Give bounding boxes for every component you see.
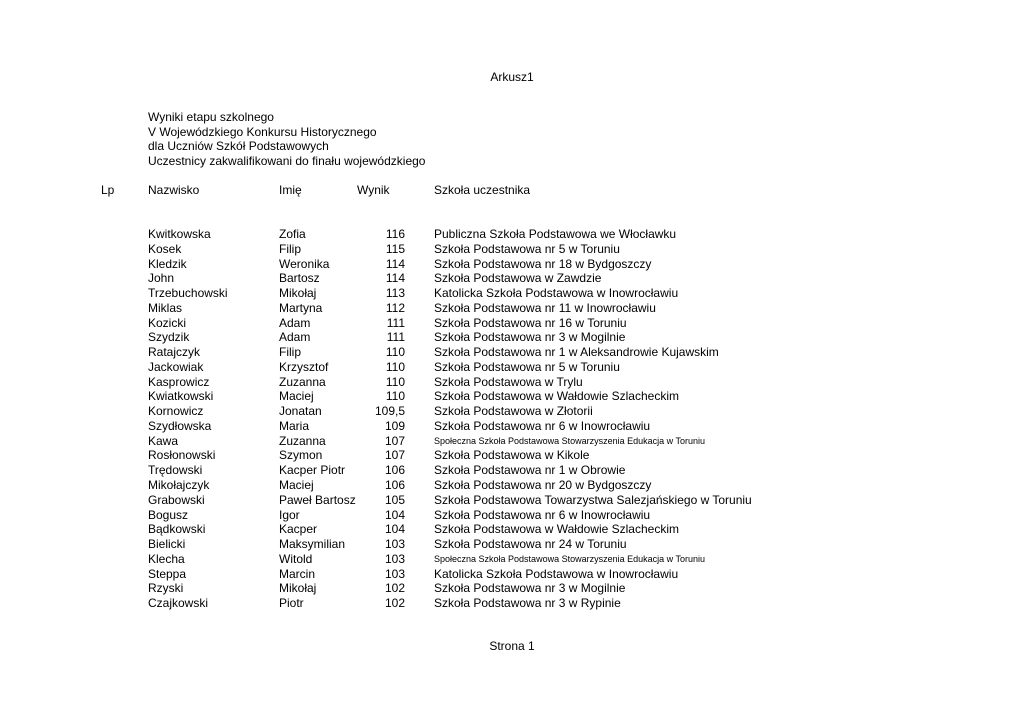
table-row xyxy=(0,345,1024,360)
school-cell: Szkoła Podstawowa nr 18 w Bydgoszczy xyxy=(434,256,652,271)
surname-cell: Kledzik xyxy=(148,256,187,271)
surname-cell: Szydzik xyxy=(148,330,190,345)
score-cell: 116 xyxy=(385,227,405,241)
surname-cell: Szydłowska xyxy=(148,418,212,433)
school-cell: Szkoła Podstawowa nr 24 w Toruniu xyxy=(434,537,627,552)
score-cell: 110 xyxy=(385,389,405,404)
column-header-lp: Lp xyxy=(101,183,115,197)
first-name-cell: Witold xyxy=(279,551,313,566)
first-name-cell: Jonatan xyxy=(279,404,322,419)
score-cell: 111 xyxy=(386,315,405,330)
surname-cell: Miklas xyxy=(148,300,183,315)
first-name-cell: Maksymilian xyxy=(279,537,346,552)
sheet-title: Arkusz1 xyxy=(490,70,534,84)
score-cell: 102 xyxy=(384,596,405,611)
school-cell: Szkoła Podstawowa w Kikole xyxy=(434,448,590,463)
first-name-cell: Zuzanna xyxy=(279,374,326,389)
surname-cell: Kasprowicz xyxy=(148,374,210,389)
table-row xyxy=(0,508,1024,523)
school-cell: Społeczna Szkoła Podstawowa Stowarzyszenia Edukacja w Toruniu xyxy=(434,553,705,564)
school-cell: Szkoła Podstawowa nr 6 w Inowrocławiu xyxy=(434,418,651,433)
score-cell: 104 xyxy=(384,522,405,537)
table-row xyxy=(0,419,1024,434)
surname-cell: Trędowski xyxy=(148,463,203,478)
table-row xyxy=(0,389,1024,404)
score-cell: 103 xyxy=(384,566,405,581)
school-cell: Szkoła Podstawowa nr 11 w Inowrocławiu xyxy=(434,300,656,315)
school-cell: Szkoła Podstawowa nr 1 w Aleksandrowie Kujawskim xyxy=(434,345,719,360)
surname-cell: Trzebuchowski xyxy=(148,286,228,301)
surname-cell: Czajkowski xyxy=(148,596,209,611)
score-cell: 103 xyxy=(384,551,405,566)
score-cell: 114 xyxy=(385,256,405,271)
first-name-cell: Paweł Bartosz xyxy=(279,492,356,507)
first-name-cell: Kacper Piotr xyxy=(279,463,346,478)
score-cell: 102 xyxy=(384,581,405,596)
surname-cell: Jackowiak xyxy=(148,359,204,374)
score-cell: 109,5 xyxy=(374,404,405,419)
surname-cell: John xyxy=(148,271,175,286)
first-name-cell: Filip xyxy=(279,345,302,360)
first-name-cell: Maria xyxy=(279,418,310,433)
surname-cell: Klecha xyxy=(148,551,185,566)
table-row xyxy=(0,522,1024,537)
score-cell: 114 xyxy=(385,271,405,286)
table-row xyxy=(0,316,1024,331)
first-name-cell: Maciej xyxy=(279,478,314,493)
school-cell: Szkoła Podstawowa nr 6 w Inowrocławiu xyxy=(434,507,651,522)
score-cell: 110 xyxy=(385,345,405,360)
surname-cell: Bogusz xyxy=(148,507,189,522)
heading-line-2: V Wojewódzkiego Konkursu Historycznego xyxy=(148,124,377,139)
surname-cell: Kozicki xyxy=(148,315,187,330)
table-row xyxy=(0,286,1024,301)
first-name-cell: Mikołaj xyxy=(279,286,317,301)
score-cell: 110 xyxy=(385,359,405,374)
school-cell: Szkoła Podstawowa nr 20 w Bydgoszczy xyxy=(434,478,652,493)
table-row xyxy=(0,596,1024,611)
table-row xyxy=(0,463,1024,478)
page-footer: Strona 1 xyxy=(489,639,535,653)
score-cell: 115 xyxy=(385,241,405,256)
table-row xyxy=(0,242,1024,257)
score-cell: 110 xyxy=(385,374,405,389)
first-name-cell: Igor xyxy=(279,507,300,522)
first-name-cell: Weronika xyxy=(279,256,330,271)
first-name-cell: Bartosz xyxy=(279,271,320,286)
table-row xyxy=(0,257,1024,272)
first-name-cell: Zuzanna xyxy=(279,433,326,448)
school-cell: Szkoła Podstawowa nr 3 w Mogilnie xyxy=(434,330,626,345)
school-cell: Publiczna Szkoła Podstawowa we Włocławku xyxy=(434,227,677,241)
school-cell: Szkoła Podstawowa w Wałdowie Szlacheckim xyxy=(434,389,679,404)
results-table xyxy=(0,227,1024,611)
school-cell: Szkoła Podstawowa nr 3 w Rypinie xyxy=(434,596,621,611)
heading-block xyxy=(148,110,425,169)
school-cell: Szkoła Podstawowa w Wałdowie Szlacheckim xyxy=(434,522,679,537)
surname-cell: Kornowicz xyxy=(148,404,204,419)
surname-cell: Kwiatkowski xyxy=(148,389,214,404)
first-name-cell: Martyna xyxy=(279,300,323,315)
school-cell: Katolicka Szkoła Podstawowa w Inowrocławiu xyxy=(434,566,679,581)
surname-cell: Kawa xyxy=(148,433,179,448)
score-cell: 106 xyxy=(384,478,405,493)
first-name-cell: Szymon xyxy=(279,448,323,463)
school-cell: Szkoła Podstawowa w Zawdzie xyxy=(434,271,602,286)
first-name-cell: Krzysztof xyxy=(279,359,329,374)
first-name-cell: Marcin xyxy=(279,566,316,581)
table-row xyxy=(0,404,1024,419)
heading-line-1: Wyniki etapu szkolnego xyxy=(148,110,274,124)
score-cell: 104 xyxy=(384,507,405,522)
surname-cell: Grabowski xyxy=(148,492,205,507)
table-row xyxy=(0,537,1024,552)
surname-cell: Bielicki xyxy=(148,537,186,552)
school-cell: Szkoła Podstawowa nr 5 w Toruniu xyxy=(434,359,620,374)
table-row xyxy=(0,330,1024,345)
surname-cell: Steppa xyxy=(148,566,187,581)
table-row xyxy=(0,375,1024,390)
column-header-school: Szkoła uczestnika xyxy=(434,183,531,197)
school-cell: Szkoła Podstawowa nr 5 w Toruniu xyxy=(434,241,620,256)
column-header-surname: Nazwisko xyxy=(148,183,200,197)
surname-cell: Rosłonowski xyxy=(148,448,216,463)
surname-cell: Bądkowski xyxy=(148,522,206,537)
table-row xyxy=(0,493,1024,508)
score-cell: 109 xyxy=(384,418,405,433)
school-cell: Szkoła Podstawowa nr 1 w Obrowie xyxy=(434,463,626,478)
first-name-cell: Adam xyxy=(279,315,311,330)
first-name-cell: Adam xyxy=(279,330,311,345)
school-cell: Społeczna Szkoła Podstawowa Stowarzyszenia Edukacja w Toruniu xyxy=(434,435,705,446)
score-cell: 105 xyxy=(384,492,405,507)
table-row xyxy=(0,581,1024,596)
table-row xyxy=(0,552,1024,567)
heading-line-3: dla Uczniów Szkół Podstawowych xyxy=(148,139,329,154)
table-row xyxy=(0,434,1024,449)
first-name-cell: Maciej xyxy=(279,389,314,404)
score-cell: 107 xyxy=(384,448,405,463)
score-cell: 107 xyxy=(384,433,405,448)
table-row xyxy=(0,301,1024,316)
surname-cell: Rzyski xyxy=(148,581,184,596)
score-cell: 112 xyxy=(385,300,405,315)
score-cell: 111 xyxy=(386,330,405,345)
surname-cell: Mikołajczyk xyxy=(148,478,210,493)
first-name-cell: Piotr xyxy=(279,596,304,611)
column-header-score: Wynik xyxy=(357,183,390,197)
heading-line-4: Uczestnicy zakwalifikowani do finału wojewódzkiego xyxy=(148,154,426,169)
school-cell: Szkoła Podstawowa w Trylu xyxy=(434,374,583,389)
surname-cell: Kosek xyxy=(148,241,182,256)
first-name-cell: Zofia xyxy=(279,227,306,241)
table-row xyxy=(0,567,1024,582)
column-header-first-name: Imię xyxy=(279,183,302,197)
score-cell: 106 xyxy=(384,463,405,478)
school-cell: Szkoła Podstawowa Towarzystwa Salezjańskiego w Toruniu xyxy=(434,492,752,507)
surname-cell: Kwitkowska xyxy=(148,227,211,241)
table-row xyxy=(0,227,1024,242)
surname-cell: Ratajczyk xyxy=(148,345,201,360)
school-cell: Katolicka Szkoła Podstawowa w Inowrocławiu xyxy=(434,286,679,301)
first-name-cell: Kacper xyxy=(279,522,318,537)
table-row xyxy=(0,478,1024,493)
table-row xyxy=(0,360,1024,375)
first-name-cell: Mikołaj xyxy=(279,581,317,596)
school-cell: Szkoła Podstawowa nr 3 w Mogilnie xyxy=(434,581,626,596)
table-row xyxy=(0,271,1024,286)
score-cell: 113 xyxy=(385,286,405,301)
school-cell: Szkoła Podstawowa nr 16 w Toruniu xyxy=(434,315,627,330)
score-cell: 103 xyxy=(384,537,405,552)
table-row xyxy=(0,448,1024,463)
school-cell: Szkoła Podstawowa w Złotorii xyxy=(434,404,593,419)
first-name-cell: Filip xyxy=(279,241,302,256)
